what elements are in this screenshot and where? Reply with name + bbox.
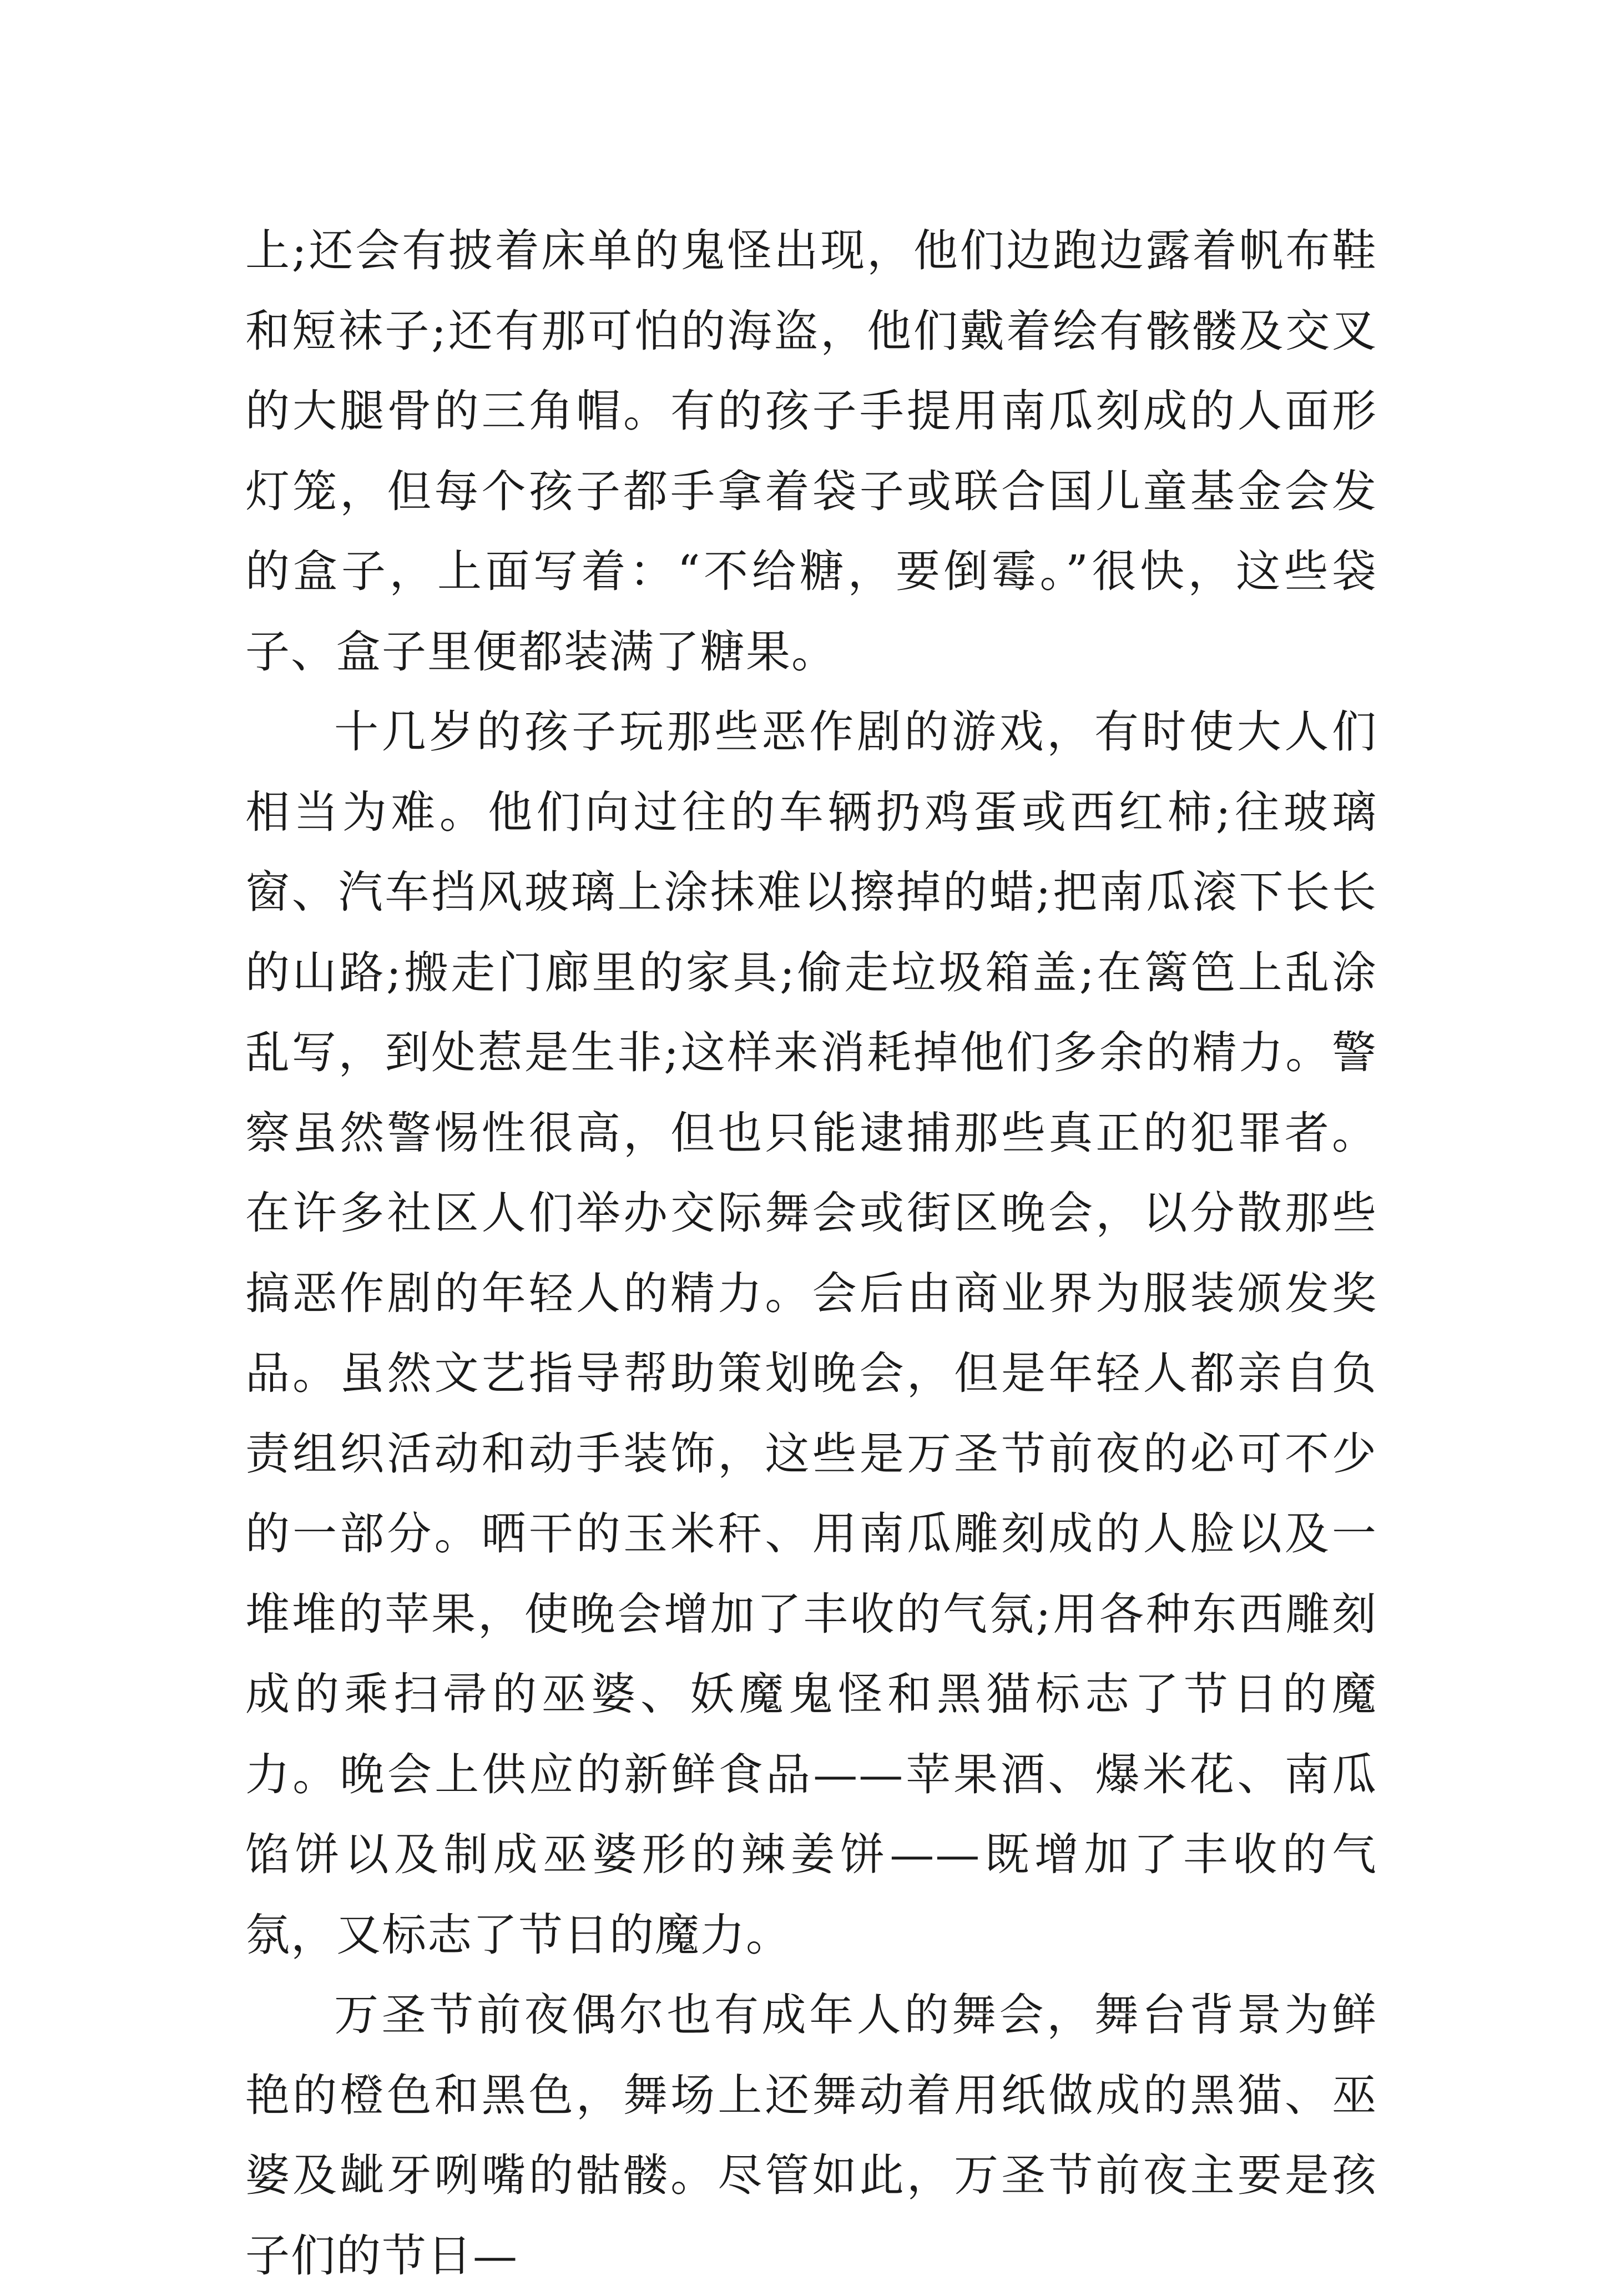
paragraph-2: 十几岁的孩子玩那些恶作剧的游戏，有时使大人们相当为难。他们向过往的车辆扔鸡蛋或西红柿;往玻璃窗、汽车挡风玻璃上涂抹难以擦掉的蜡;把南瓜滚下长长的山路;搬走门廊里的家具;偷走垃圾箱盖;在篱笆上乱涂乱写，到处惹是生非;这样来消耗掉他们多余的精力。警察虽然警惕性很高，但也只能逮捕那些真正的犯罪者。在许多社区人们举办交际舞会或街区晚会，以分散那些搞恶作剧的年轻人的精力。会后由商业界为服装颁发奖品。虽然文艺指导帮助策划晚会，但是年轻人都亲自负责组织活动和动手装饰，这些是万圣节前夜的必可不少的一部分。晒干的玉米秆、用南瓜雕刻成的人脸以及一堆堆的苹果，使晚会增加了丰收的气氛;用各种东西雕刻成的乘扫帚的巫婆、妖魔鬼怪和黑猫标志了节日的魔力。晚会上供应的新鲜食品——苹果酒、爆米花、南瓜馅饼以及制成巫婆形的辣姜饼——既增加了丰收的气氛，又标志了节日的魔力。	[245, 706, 1377, 1961]
body-text	[245, 211, 1377, 2296]
paragraph-1: 上;还会有披着床单的鬼怪出现，他们边跑边露着帆布鞋和短袜子;还有那可怕的海盗，他们戴着绘有骸髅及交叉的大腿骨的三角帽。有的孩子手提用南瓜刻成的人面形灯笼，但每个孩子都手拿着袋子或联合国儿童基金会发的盒子，上面写着：“不给糖，要倒霉。”很快，这些袋子、盒子里便都装满了糖果。	[245, 225, 1377, 678]
paragraph-3: 万圣节前夜偶尔也有成年人的舞会，舞台背景为鲜艳的橙色和黑色，舞场上还舞动着用纸做成的黑猫、巫婆及龇牙咧嘴的骷髅。尽管如此，万圣节前夜主要是孩子们的节日—	[245, 1989, 1377, 2282]
